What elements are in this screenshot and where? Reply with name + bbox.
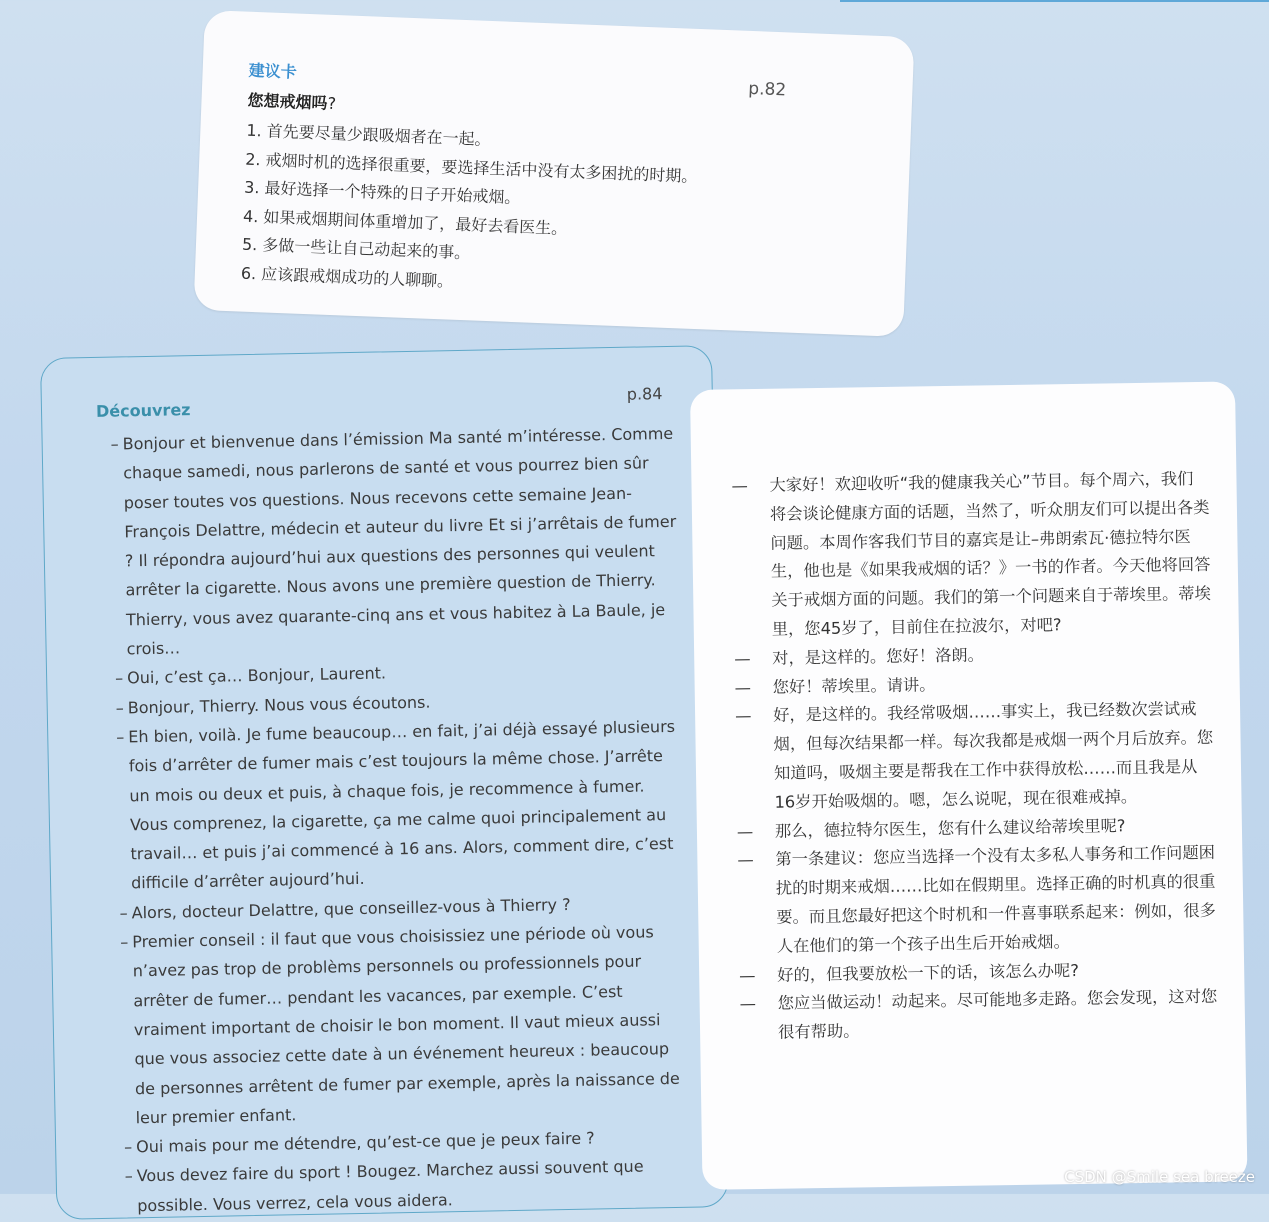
dash: — — [734, 648, 751, 669]
dialogue-text: Oui mais pour me détendre, qu’est-ce que je peux faire ? — [135, 1128, 595, 1157]
dialogue-text: 第一条建议：您应当选择一个没有太多私人事务和工作问题困扰的时期来戒烟……比如在假期里。选择正确的时机真的很重要。而且您最好把这个时机和一件喜事联系起来：例如，很多人在他们的第一个孩子出生后开始戒烟。 — [775, 843, 1216, 956]
advice-card-title: 建议卡 — [248, 60, 298, 82]
dialogue-text: Eh bien, voilà. Je fume beaucoup… en fait, j’ai déjà essayé plusieurs fois d’arrêter de fumer mais c’est toujours la même chose. J’arrête un mois ou deux et puis, à chaque fois, je recommence à fumer. Vous comprenez, la cigarette, ça me calme quoi principalement au travail… et puis j’ai commencé à 16 ans. Alors, comment dire, c’est difficile d’arrêter aujourd’hui. — [128, 716, 676, 893]
dialogue-text: Bonjour et bienvenue dans l’émission Ma santé m’intéresse. Comme chaque samedi, nous parlerons de santé et vous pourrez bien sûr poser toutes vos questions. Nous recevons cette semaine Jean-François Delattre, médecin et auteur du livre Et si j’arrêtais de fumer ? Il répondra aujourd’hui aux questions des personnes qui veulent arrêter la cigarette. Nous avons une première question de Thierry. Thierry, vous avez quarante-cinq ans et vous habitez à La Baule, je crois… — [122, 423, 677, 659]
watermark: CSDN @Smile sea breeze — [1064, 1168, 1255, 1186]
dash: – — [123, 1137, 133, 1157]
page-number: p.84 — [626, 384, 663, 404]
dialogue-text: 您应当做运动！动起来。尽可能地多走路。您会发现，这对您很有帮助。 — [777, 987, 1218, 1042]
dash: — — [731, 476, 748, 496]
dialogue-text: 大家好！欢迎收听“我的健康我关心”节目。每个周六，我们将会谈论健康方面的话题，当然了，听众朋友们可以提出各类问题。本周作客我们节目的嘉宾是让–弗朗索瓦·德拉特尔医生，他也是《如果我戒烟的话？》一书的作者。今天他将回答关于戒烟方面的问题。我们的第一个问题来自于蒂埃里。蒂埃里，您45岁了，目前住在拉波尔，对吧? — [769, 469, 1212, 639]
top-accent-line — [840, 0, 1269, 2]
dash: – — [114, 668, 124, 688]
dialogue-line — [116, 712, 689, 899]
dash: – — [120, 932, 129, 952]
french-dialogue-card — [40, 345, 728, 1220]
question-mark: ? — [327, 93, 337, 114]
advice-item: 3. 最好选择一个特殊的日子开始戒烟。 — [243, 177, 521, 208]
advice-item: 5. 多做一些让自己动起来的事。 — [241, 234, 471, 263]
question-bold: 您想戒烟吗 — [247, 90, 328, 113]
dialogue-line — [124, 1151, 695, 1221]
dialogue-line — [737, 839, 1217, 962]
chinese-translation-card — [690, 381, 1247, 1189]
dash: — — [737, 850, 754, 870]
dialogue-line — [731, 465, 1212, 645]
dash: – — [116, 727, 125, 747]
dialogue-text: Oui, c’est ça… Bonjour, Laurent. — [126, 663, 387, 688]
advice-card-question — [247, 88, 336, 114]
advice-card — [193, 10, 914, 337]
dialogue-text: Premier conseil : il faut que vous choisissiez une période où vous n’avez pas trop de problèms personnels ou professionnels pour arrêter de fumer… pendant les vacances, par exemple. C’est vraiment important de choisir le bon moment. Il vaut mieux aussi que vous associez cette date à un événement heureux : beaucoup de personnes arrêtent de fumer par exemple, après la naissance de leur premier enfant. — [132, 922, 680, 1128]
dash: — — [739, 994, 757, 1014]
chinese-dialogue — [731, 465, 1218, 1048]
dash: – — [110, 434, 119, 454]
dash: — — [736, 821, 754, 841]
dash: – — [115, 698, 124, 718]
dialogue-text: 好的，但我要放松一下的话，该怎么办呢? — [777, 960, 1080, 985]
dash: — — [734, 677, 752, 697]
dialogue-line — [110, 419, 684, 664]
advice-list — [240, 118, 699, 306]
dialogue-text: Alors, docteur Delattre, que conseillez-vous à Thierry ? — [131, 894, 571, 923]
advice-item: 6. 应该跟戒烟成功的人聊聊。 — [240, 263, 454, 291]
dash: — — [734, 706, 752, 726]
section-heading: Découvrez — [95, 400, 191, 421]
dialogue-line — [120, 917, 694, 1133]
advice-item: 1. 首先要尽量少跟吸烟者在一起。 — [246, 120, 491, 150]
dialogue-text: 您好！蒂埃里。请讲。 — [772, 674, 936, 697]
dialogue-text: 好，是这样的。我经常吸烟……事实上，我已经数次尝试戒烟，但每次结果都一样。每次我都是戒烟一两个月后放弃。您知道吗，吸烟主要是帮我在工作中获得放松……而且我是从16岁开始吸烟的。嗯，怎么说呢，现在很难戒掉。 — [772, 699, 1214, 812]
dialogue-text: 对，是这样的。您好！洛朗。 — [772, 645, 985, 668]
french-dialogue — [110, 419, 695, 1221]
dash: – — [124, 1166, 133, 1186]
page-number: p.82 — [747, 78, 787, 101]
dialogue-text: Bonjour, Thierry. Nous vous écoutons. — [127, 692, 431, 718]
dialogue-text: 那么，德拉特尔医生，您有什么建议给蒂埃里呢? — [774, 815, 1126, 841]
dash: – — [119, 903, 128, 923]
dash: — — [739, 965, 756, 985]
dialogue-line — [739, 983, 1218, 1048]
advice-item: 4. 如果戒烟期间体重增加了，最好去看医生。 — [242, 206, 568, 238]
dialogue-line — [735, 695, 1215, 818]
advice-item: 2. 戒烟时机的选择很重要，要选择生活中没有太多困扰的时期。 — [244, 149, 698, 186]
dialogue-text: Vous devez faire du sport ! Bougez. Marchez aussi souvent que possible. Vous verrez, cela vous aidera. — [136, 1156, 644, 1216]
